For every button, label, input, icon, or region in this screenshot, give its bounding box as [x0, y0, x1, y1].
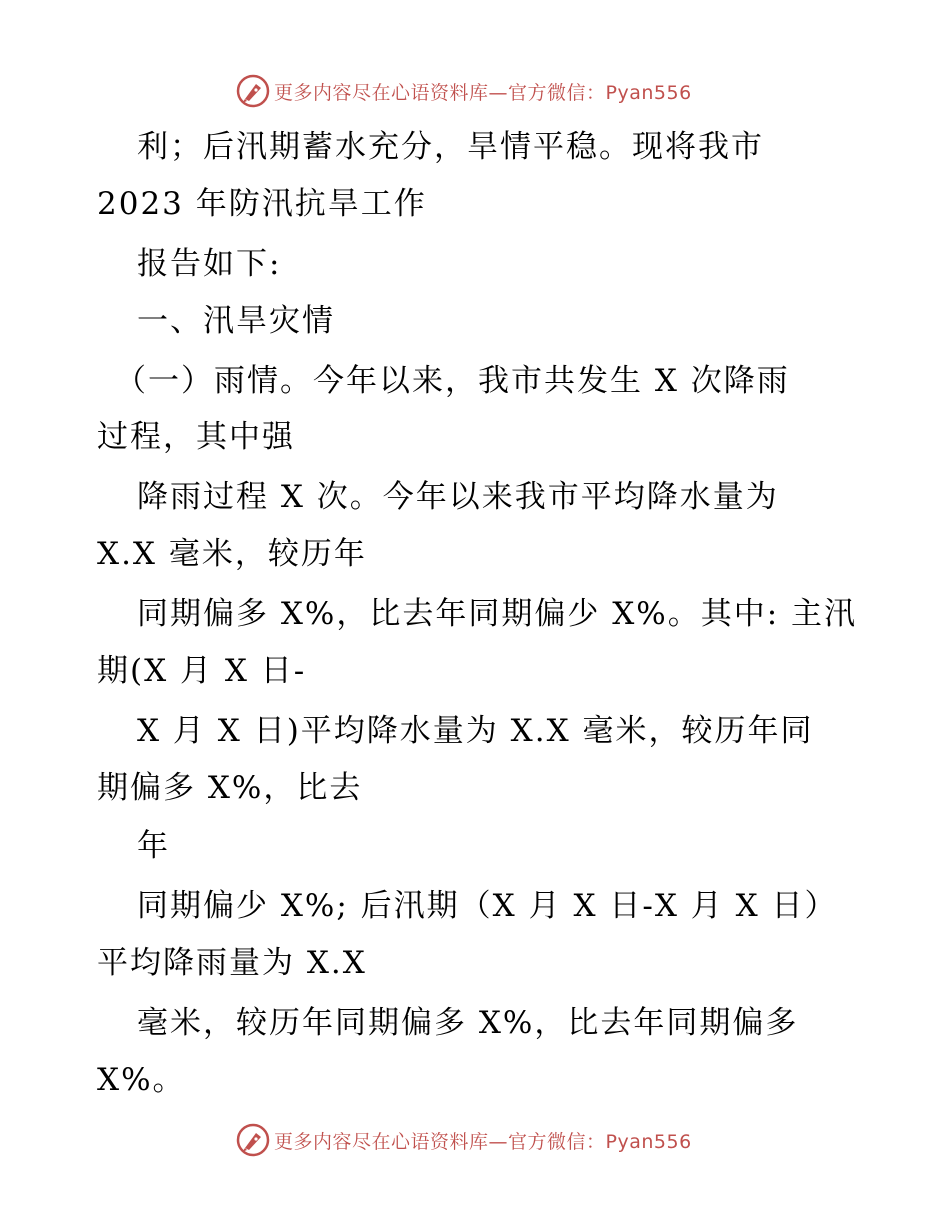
pen-nib-logo-icon [236, 1123, 270, 1157]
text-line: 毫米，较历年同期偏多 X%，比去年同期偏多 [137, 1005, 799, 1041]
text-line: 报告如下: [137, 246, 282, 282]
text-line: 平均降雨量为 X.X [97, 945, 367, 981]
text-line: 过程，其中强 [97, 419, 295, 455]
text-line: X%。 [97, 1062, 186, 1098]
text-line: 同期偏少 X%; 后汛期（X 月 X 日-X 月 X 日） [137, 888, 838, 924]
watermark-footer [236, 1122, 692, 1158]
watermark-dash: — [488, 1130, 509, 1153]
text-line: 年 [137, 828, 170, 864]
text-line: （一）雨情。今年以来，我市共发生 X 次降雨 [115, 363, 790, 399]
watermark-wechat-id: Pyan556 [605, 1130, 692, 1153]
text-line: X 月 X 日)平均降水量为 X.X 毫米，较历年同 [137, 713, 814, 749]
text-line: 2023 年防汛抗旱工作 [97, 186, 427, 222]
watermark-text [274, 1127, 692, 1154]
watermark-main-text: 更多内容尽在心语资料库 [274, 1130, 489, 1153]
watermark-wechat-label: 官方微信： [508, 1130, 606, 1153]
text-line: X.X 毫米，较历年 [97, 536, 367, 572]
watermark-dash: — [488, 81, 509, 104]
watermark-wechat-id: Pyan556 [605, 81, 692, 104]
watermark-main-text: 更多内容尽在心语资料库 [274, 81, 489, 104]
text-line: 期(X 月 X 日- [97, 653, 307, 689]
text-line: 降雨过程 X 次。今年以来我市平均降水量为 [137, 479, 779, 515]
text-line: 同期偏多 X%，比去年同期偏少 X%。其中: 主汛 [137, 596, 858, 632]
text-line: 期偏多 X%，比去 [97, 770, 363, 806]
section-heading: 一、汛旱灾情 [137, 303, 335, 339]
watermark-wechat-label: 官方微信： [508, 81, 606, 104]
text-line: 利；后汛期蓄水充分，旱情平稳。现将我市 [137, 129, 764, 165]
